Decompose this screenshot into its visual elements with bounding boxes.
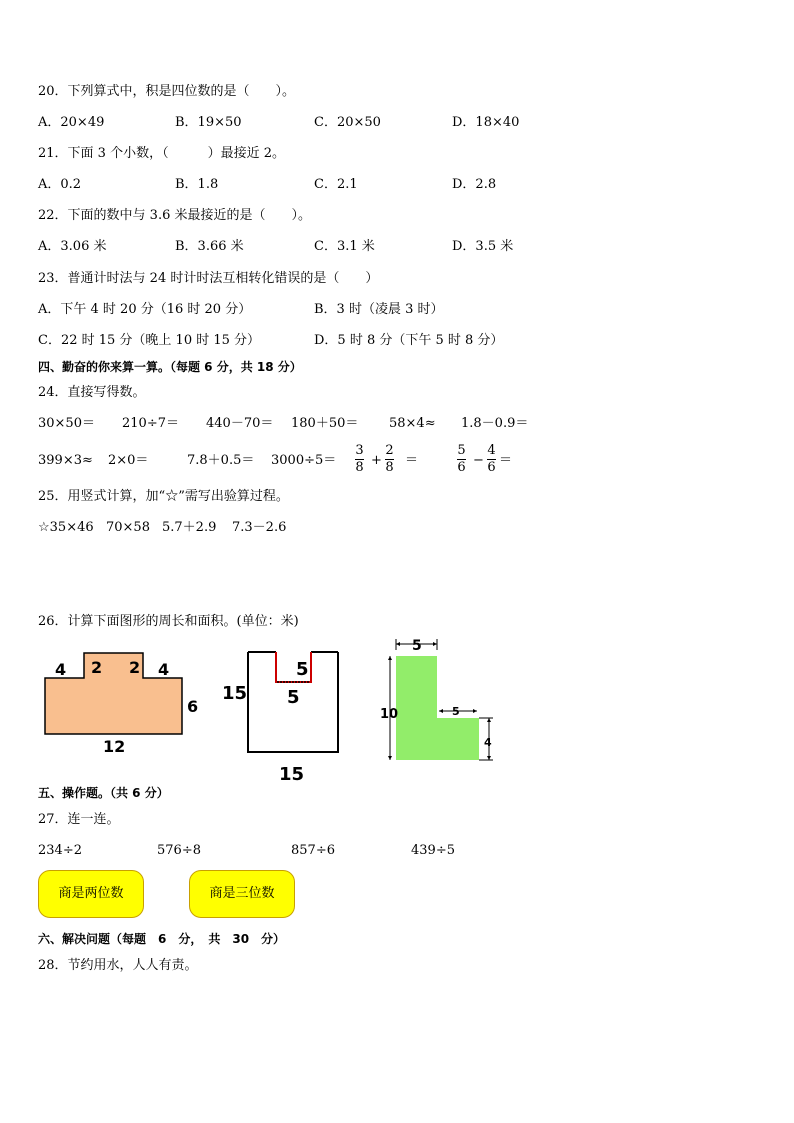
q23-stem: 23．普通计时法与 24 时计时法互相转化错误的是（ ） xyxy=(38,271,379,286)
q26-figure-1 xyxy=(38,648,208,758)
q24-fraction-equals: ＝ xyxy=(499,453,513,468)
q22-option-a: A．3.06 米 xyxy=(38,239,107,254)
figure-2-label: 5 xyxy=(287,687,300,708)
q20-option-c: C．20×50 xyxy=(314,115,381,130)
q27-item: 576÷8 xyxy=(157,843,201,858)
q24-fraction-b xyxy=(385,444,394,475)
q25-item: ☆35×46 xyxy=(38,520,94,535)
q25-item: 5.7＋2.9 xyxy=(162,520,217,535)
figure-1-label: 2 xyxy=(91,658,103,677)
q21-option-d: D．2.8 xyxy=(452,177,497,192)
q23-option-b: B．3 时（凌晨 3 时） xyxy=(314,302,444,317)
figure-2-label: 5 xyxy=(296,659,309,680)
q21-stem: 21．下面 3 个小数，（ ）最接近 2。 xyxy=(38,146,285,161)
fraction-numerator: 4 xyxy=(487,443,496,458)
q27-item: 234÷2 xyxy=(38,843,82,858)
figure-2-label: 15 xyxy=(222,683,248,704)
q24-fraction-equals: ＝ xyxy=(405,453,419,468)
q24-item: 1.8－0.9＝ xyxy=(461,416,529,431)
q24-fraction-operator: + xyxy=(371,453,382,468)
q27-item: 857÷6 xyxy=(291,843,335,858)
figure-1-label: 2 xyxy=(129,658,141,677)
q25-item: 70×58 xyxy=(106,520,150,535)
fraction-numerator: 3 xyxy=(355,443,364,458)
q23-option-d: D．5 时 8 分（下午 5 时 8 分） xyxy=(314,333,504,348)
q21-option-a: A．0.2 xyxy=(38,177,82,192)
figure-3-label: 10 xyxy=(380,707,399,722)
q20-option-d: D．18×40 xyxy=(452,115,520,130)
fraction-denominator: 8 xyxy=(355,460,364,475)
q26-figure-3 xyxy=(378,636,498,766)
q24-item: 440－70＝ xyxy=(206,416,274,431)
fraction-denominator: 6 xyxy=(487,460,496,475)
q22-option-b: B．3.66 米 xyxy=(175,239,244,254)
q21-option-c: C．2.1 xyxy=(314,177,358,192)
fraction-numerator: 5 xyxy=(457,443,466,458)
q24-fraction-operator: − xyxy=(473,453,484,468)
q22-stem: 22．下面的数中与 3.6 米最接近的是（ ）。 xyxy=(38,208,311,223)
fraction-denominator: 8 xyxy=(385,460,394,475)
figure-3-label: 4 xyxy=(484,736,492,749)
fraction-numerator: 2 xyxy=(385,443,394,458)
q24-fraction-a xyxy=(355,444,364,475)
section-6-heading: 六、解决问题（每题 6 分， 共 30 分） xyxy=(38,932,286,946)
figure-3-shape xyxy=(396,656,479,760)
q24-item: 210÷7＝ xyxy=(122,416,179,431)
q24-item: 30×50＝ xyxy=(38,416,95,431)
q25-stem: 25．用竖式计算，加“☆”需写出验算过程。 xyxy=(38,489,289,504)
q20-stem: 20．下列算式中，积是四位数的是（ ）。 xyxy=(38,84,296,99)
q24-stem: 24．直接写得数。 xyxy=(38,385,146,400)
q22-option-c: C．3.1 米 xyxy=(314,239,375,254)
q24-fraction-c xyxy=(457,444,466,475)
q24-item: 58×4≈ xyxy=(389,416,436,431)
q26-stem: 26．计算下面图形的周长和面积。(单位：米) xyxy=(38,614,299,629)
answer-bubble-three-digit[interactable]: 商是三位数 xyxy=(189,870,295,918)
figure-1-label: 4 xyxy=(55,660,67,679)
q24-item: 399×3≈ xyxy=(38,453,93,468)
q24-item: 7.8＋0.5＝ xyxy=(187,453,255,468)
q21-option-b: B．1.8 xyxy=(175,177,219,192)
figure-3-label: 5 xyxy=(412,638,422,654)
fraction-denominator: 6 xyxy=(457,460,466,475)
q24-item: 3000÷5＝ xyxy=(271,453,337,468)
section-4-heading: 四、勤奋的你来算一算。（每题 6 分，共 18 分） xyxy=(38,360,302,374)
q28-stem: 28．节约用水，人人有责。 xyxy=(38,958,198,973)
q22-option-d: D．3.5 米 xyxy=(452,239,514,254)
q27-stem: 27．连一连。 xyxy=(38,812,120,827)
answer-bubble-two-digit[interactable]: 商是两位数 xyxy=(38,870,144,918)
figure-1-label: 12 xyxy=(103,737,126,756)
figure-1-label: 4 xyxy=(158,660,170,679)
q24-item: 2×0＝ xyxy=(108,453,149,468)
q27-item: 439÷5 xyxy=(411,843,455,858)
q20-option-a: A．20×49 xyxy=(38,115,105,130)
figure-3-label: 5 xyxy=(452,705,460,718)
q24-fraction-d xyxy=(487,444,496,475)
figure-2-label: 15 xyxy=(279,764,305,785)
q23-option-c: C．22 时 15 分（晚上 10 时 15 分） xyxy=(38,333,261,348)
q26-figure-2 xyxy=(218,640,348,786)
q23-option-a: A．下午 4 时 20 分（16 时 20 分） xyxy=(38,302,252,317)
section-5-heading: 五、操作题。（共 6 分） xyxy=(38,786,169,800)
figure-1-label: 6 xyxy=(187,697,199,716)
q25-item: 7.3－2.6 xyxy=(232,520,287,535)
q20-option-b: B．19×50 xyxy=(175,115,242,130)
q24-item: 180＋50＝ xyxy=(291,416,359,431)
